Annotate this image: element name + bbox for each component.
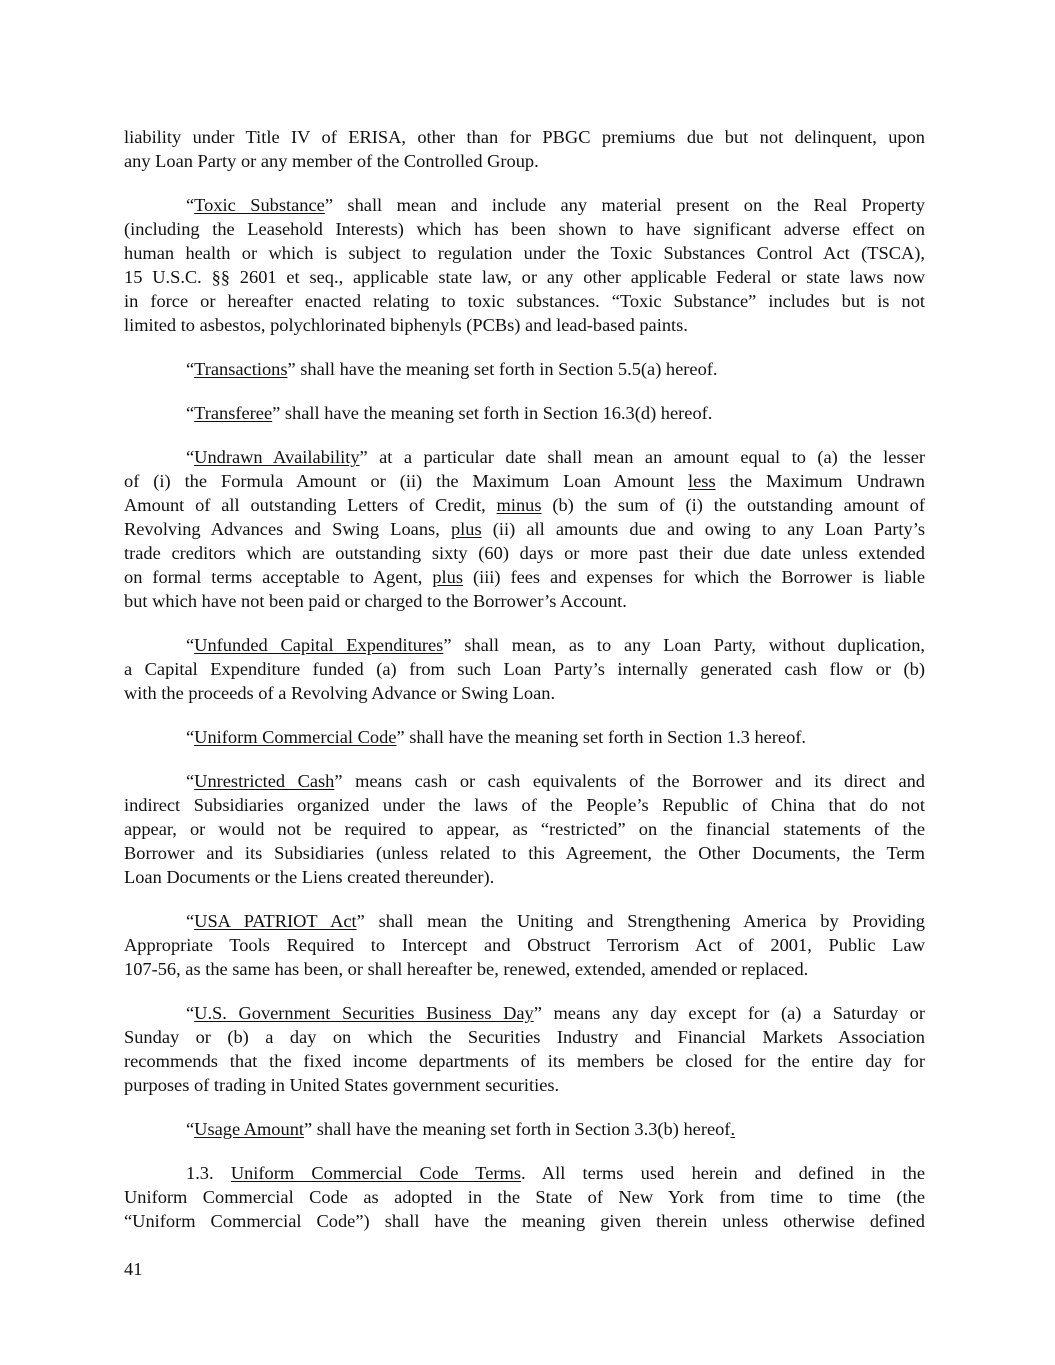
text-segment: ” shall have the meaning set forth in Section 3.3(b) hereof	[304, 1119, 731, 1139]
page-number: 41	[124, 1259, 143, 1279]
text-segment: limited to asbestos, polychlorinated biphenyls (PCBs) and lead-based paints.	[124, 315, 688, 335]
text-segment: a Capital Expenditure funded (a) from such Loan Party’s internally generated cash flow or (b)	[124, 659, 925, 679]
text-line	[124, 1117, 925, 1141]
text-line	[124, 681, 925, 705]
text-segment: Uniform Commercial Code as adopted in the State of New York from time to time (the	[124, 1187, 925, 1207]
underlined-term: Uniform Commercial Code Terms	[230, 1163, 521, 1183]
text-segment: (ii) all amounts due and owing to any Loan Party’s	[481, 519, 925, 539]
text-segment: ” means any day except for (a) a Saturday or	[533, 1003, 925, 1023]
paragraph	[124, 125, 925, 173]
text-line	[124, 769, 925, 793]
text-segment: with the proceeds of a Revolving Advance or Swing Loan.	[124, 683, 556, 703]
text-segment: Borrower and its Subsidiaries (unless related to this Agreement, the Other Documents, the Term	[124, 843, 925, 863]
text-segment: “	[186, 195, 195, 215]
text-segment: Revolving Advances and Swing Loans,	[124, 519, 451, 539]
underlined-term: Transactions	[194, 359, 288, 379]
text-line	[124, 933, 925, 957]
text-segment: ” shall mean and include any material present on the Real Property	[324, 195, 926, 215]
paragraph	[124, 357, 925, 381]
text-segment: (iii) fees and expenses for which the Borrower is liable	[463, 567, 925, 587]
text-segment: “	[186, 1003, 195, 1023]
text-line	[124, 1209, 925, 1233]
text-segment: indirect Subsidiaries organized under the laws of the People’s Republic of China that do not	[124, 795, 925, 815]
text-segment: 15 U.S.C. §§ 2601 et seq., applicable state law, or any other applicable Federal or state laws now	[124, 267, 925, 287]
text-line	[124, 241, 925, 265]
underlined-term: USA PATRIOT Act	[194, 911, 357, 931]
underlined-term: Unfunded Capital Expenditures	[194, 635, 444, 655]
text-line	[124, 193, 925, 217]
text-segment: human health or which is subject to regulation under the Toxic Substances Control Act (TSCA),	[124, 243, 925, 263]
underlined-term: Unrestricted Cash	[194, 771, 335, 791]
text-line	[124, 633, 925, 657]
text-line	[124, 1161, 925, 1185]
text-segment: trade creditors which are outstanding sixty (60) days or more past their due date unless extended	[124, 543, 925, 563]
paragraph	[124, 725, 925, 749]
text-line	[124, 1001, 925, 1025]
text-line	[124, 149, 925, 173]
text-line	[124, 1185, 925, 1209]
text-line	[124, 493, 925, 517]
text-line	[124, 841, 925, 865]
text-segment: “	[186, 635, 195, 655]
paragraph	[124, 1161, 925, 1233]
text-segment: recommends that the fixed income departments of its members be closed for the entire day for	[124, 1051, 925, 1071]
text-segment: purposes of trading in United States government securities.	[124, 1075, 560, 1095]
text-segment: (b) the sum of (i) the outstanding amount of	[541, 495, 925, 515]
text-segment: ” means cash or cash equivalents of the Borrower and its direct and	[334, 771, 925, 791]
text-segment: “	[186, 911, 195, 931]
text-segment: Appropriate Tools Required to Intercept and Obstruct Terrorism Act of 2001, Public Law	[124, 935, 925, 955]
text-line	[124, 657, 925, 681]
text-line	[124, 565, 925, 589]
paragraph	[124, 193, 925, 337]
text-line	[124, 725, 925, 749]
paragraph	[124, 1001, 925, 1097]
text-line	[124, 589, 925, 613]
text-line	[124, 469, 925, 493]
paragraph	[124, 633, 925, 705]
text-segment: 107-56, as the same has been, or shall hereafter be, renewed, extended, amended or replaced.	[124, 959, 809, 979]
underlined-term: Uniform Commercial Code	[194, 727, 397, 747]
underlined-term: Usage Amount	[194, 1119, 304, 1139]
text-line	[124, 401, 925, 425]
text-segment: of (i) the Formula Amount or (ii) the Maximum Loan Amount	[124, 471, 689, 491]
text-line	[124, 541, 925, 565]
text-line	[124, 817, 925, 841]
text-line	[124, 265, 925, 289]
text-line	[124, 289, 925, 313]
text-segment: “	[186, 403, 195, 423]
text-segment: liability under Title IV of ERISA, other than for PBGC premiums due but not delinquent, upon	[124, 127, 925, 147]
text-segment: 1.3.	[186, 1163, 231, 1183]
text-segment: Sunday or (b) a day on which the Securities Industry and Financial Markets Association	[124, 1027, 925, 1047]
text-segment: on formal terms acceptable to Agent,	[124, 567, 433, 587]
text-segment: “Uniform Commercial Code”) shall have the meaning given therein unless otherwise defined	[124, 1211, 925, 1231]
paragraph	[124, 769, 925, 889]
text-segment: ” shall have the meaning set forth in Section 1.3 hereof.	[396, 727, 807, 747]
text-segment: any Loan Party or any member of the Controlled Group.	[124, 151, 539, 171]
text-segment: ” at a particular date shall mean an amount equal to (a) the lesser	[359, 447, 925, 467]
underlined-term: plus	[432, 567, 464, 587]
underlined-term: U.S. Government Securities Business Day	[194, 1003, 534, 1023]
text-segment: the Maximum Undrawn	[715, 471, 925, 491]
text-line	[124, 357, 925, 381]
text-segment: “	[186, 447, 195, 467]
text-segment: ” shall have the meaning set forth in Section 5.5(a) hereof.	[287, 359, 718, 379]
paragraph	[124, 401, 925, 425]
text-segment: (including the Leasehold Interests) which has been shown to have significant adverse effect on	[124, 219, 925, 239]
underlined-term: minus	[496, 495, 542, 515]
underlined-term: Transferee	[194, 403, 273, 423]
paragraph	[124, 1117, 925, 1141]
text-line	[124, 865, 925, 889]
paragraph	[124, 909, 925, 981]
text-segment: “	[186, 359, 195, 379]
text-line	[124, 1025, 925, 1049]
underlined-term: plus	[450, 519, 482, 539]
text-segment: ” shall mean the Uniting and Strengthening America by Providing	[356, 911, 925, 931]
text-segment: but which have not been paid or charged to the Borrower’s Account.	[124, 591, 627, 611]
text-line	[124, 313, 925, 337]
underlined-term: .	[730, 1119, 736, 1139]
text-segment: appear, or would not be required to appear, as “restricted” on the financial statements of the	[124, 819, 925, 839]
text-segment: “	[186, 771, 195, 791]
text-segment: ” shall have the meaning set forth in Section 16.3(d) hereof.	[272, 403, 713, 423]
underlined-term: less	[688, 471, 716, 491]
text-line	[124, 1073, 925, 1097]
text-line	[124, 125, 925, 149]
document-body	[124, 125, 925, 1253]
text-segment: Loan Documents or the Liens created thereunder).	[124, 867, 495, 887]
text-line	[124, 445, 925, 469]
text-segment: Amount of all outstanding Letters of Credit,	[124, 495, 497, 515]
text-line	[124, 517, 925, 541]
text-segment: “	[186, 1119, 195, 1139]
text-line	[124, 217, 925, 241]
underlined-term: Undrawn Availability	[194, 447, 360, 467]
text-segment: . All terms used herein and defined in the	[520, 1163, 925, 1183]
text-segment: ” shall mean, as to any Loan Party, without duplication,	[443, 635, 925, 655]
text-line	[124, 793, 925, 817]
text-line	[124, 957, 925, 981]
text-line	[124, 909, 925, 933]
paragraph	[124, 445, 925, 613]
text-segment: “	[186, 727, 195, 747]
underlined-term: Toxic Substance	[194, 195, 325, 215]
text-segment: in force or hereafter enacted relating to toxic substances. “Toxic Substance” includes but is not	[124, 291, 925, 311]
text-line	[124, 1049, 925, 1073]
